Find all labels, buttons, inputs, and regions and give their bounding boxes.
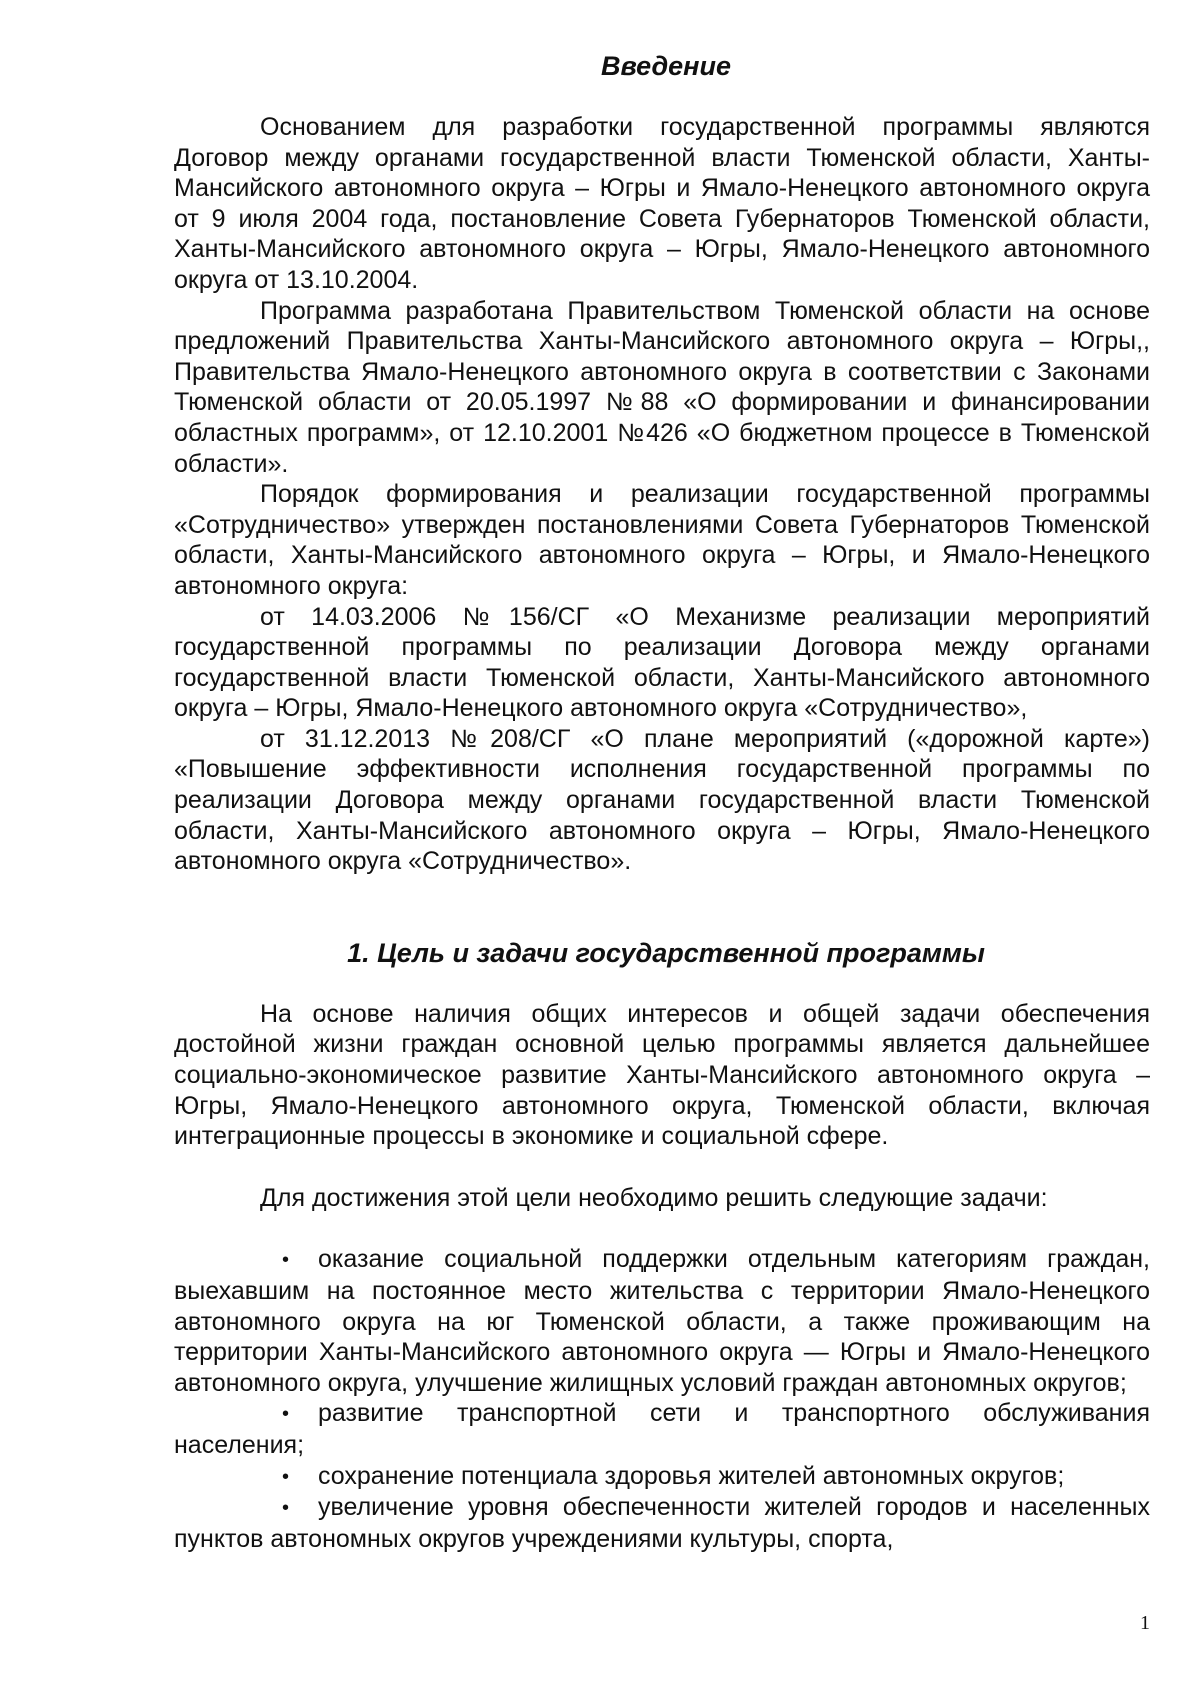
- task-text: развитие транспортной сети и транспортного обслуживания населения;: [174, 1399, 1150, 1459]
- task-text: увеличение уровня обеспеченности жителей городов и населенных пунктов автономных округов учреждениями культуры, спорта,: [174, 1493, 1150, 1553]
- bullet-icon: •: [282, 1497, 290, 1520]
- list-item: [174, 1492, 1150, 1554]
- tasks-intro-paragraph: Для достижения этой цели необходимо решить следующие задачи:: [260, 1183, 1048, 1212]
- task-text: сохранение потенциала здоровья жителей автономных округов;: [318, 1461, 1065, 1490]
- intro-heading: Введение: [600, 51, 731, 81]
- task-text: оказание социальной поддержки отдельным категориям граждан, выехавшим на постоянное место жительства с территории Ямало-Ненецкого автономного округа на юг Тюменской области, а также проживающим на территории Ханты-Мансийского автономного округа — Югры и Ямало-Ненецкого автономного округа, улучшение жилищных условий граждан автономных округов;: [174, 1245, 1150, 1397]
- intro-paragraph-4: от 14.03.2006 №156/СГ «О Механизме реализации мероприятий государственной программы по реализации Договора между органами государственной власти Тюменской области, Ханты-Мансийского автономного округа – Югры, Ямало-Ненецкого автономного округа «Сотрудничество»,: [174, 602, 1150, 723]
- goal-paragraph: На основе наличия общих интересов и общей задачи обеспечения достойной жизни граждан основной целью программы является дальнейшее социально-экономическое развитие Ханты-Мансийского автономного округа – Югры, Ямало-Ненецкого автономного округа, Тюменской области, включая интеграционные процессы в экономике и социальной сфере.: [174, 999, 1150, 1151]
- intro-paragraph-1: Основанием для разработки государственной программы являются Договор между органами государственной власти Тюменской области, Ханты-Мансийского автономного округа – Югры и Ямало-Ненецкого автономного округа от 9 июля 2004 года, постановление Совета Губернаторов Тюменской области, Ханты-Мансийского автономного округа – Югры, Ямало-Ненецкого автономного округа от 13.10.2004.: [174, 113, 1150, 294]
- list-item: [174, 1461, 1150, 1493]
- section-1-heading: 1. Цель и задачи государственной программы: [347, 937, 985, 968]
- list-item: [174, 1398, 1150, 1460]
- document-page: [174, 50, 1150, 1554]
- list-item: [174, 1244, 1150, 1398]
- page-number: 1: [1140, 1612, 1150, 1634]
- bullet-icon: •: [282, 1403, 290, 1426]
- bullet-icon: •: [282, 1465, 290, 1488]
- intro-paragraph-3: Порядок формирования и реализации государственной программы «Сотрудничество» утвержден постановлениями Совета Губернаторов Тюменской области, Ханты-Мансийского автономного округа – Югры, и Ямало-Ненецкого автономного округа:: [174, 480, 1150, 600]
- bullet-icon: •: [282, 1249, 290, 1272]
- intro-paragraph-2: Программа разработана Правительством Тюменской области на основе предложений Правительства Ханты-Мансийского автономного округа – Югры,, Правительства Ямало-Ненецкого автономного округа в соответствии с Законами Тюменской области от 20.05.1997 №88 «О формировании и финансировании областных программ», от 12.10.2001 №426 «О бюджетном процессе в Тюменской области».: [174, 296, 1150, 478]
- tasks-list: [174, 1244, 1150, 1554]
- intro-paragraph-5: от 31.12.2013 №208/СГ «О плане мероприятий («дорожной карте») «Повышение эффективности исполнения государственной программы по реализации Договора между органами государственной власти Тюменской области, Ханты-Мансийского автономного округа – Югры, Ямало-Ненецкого автономного округа «Сотрудничество».: [174, 724, 1150, 876]
